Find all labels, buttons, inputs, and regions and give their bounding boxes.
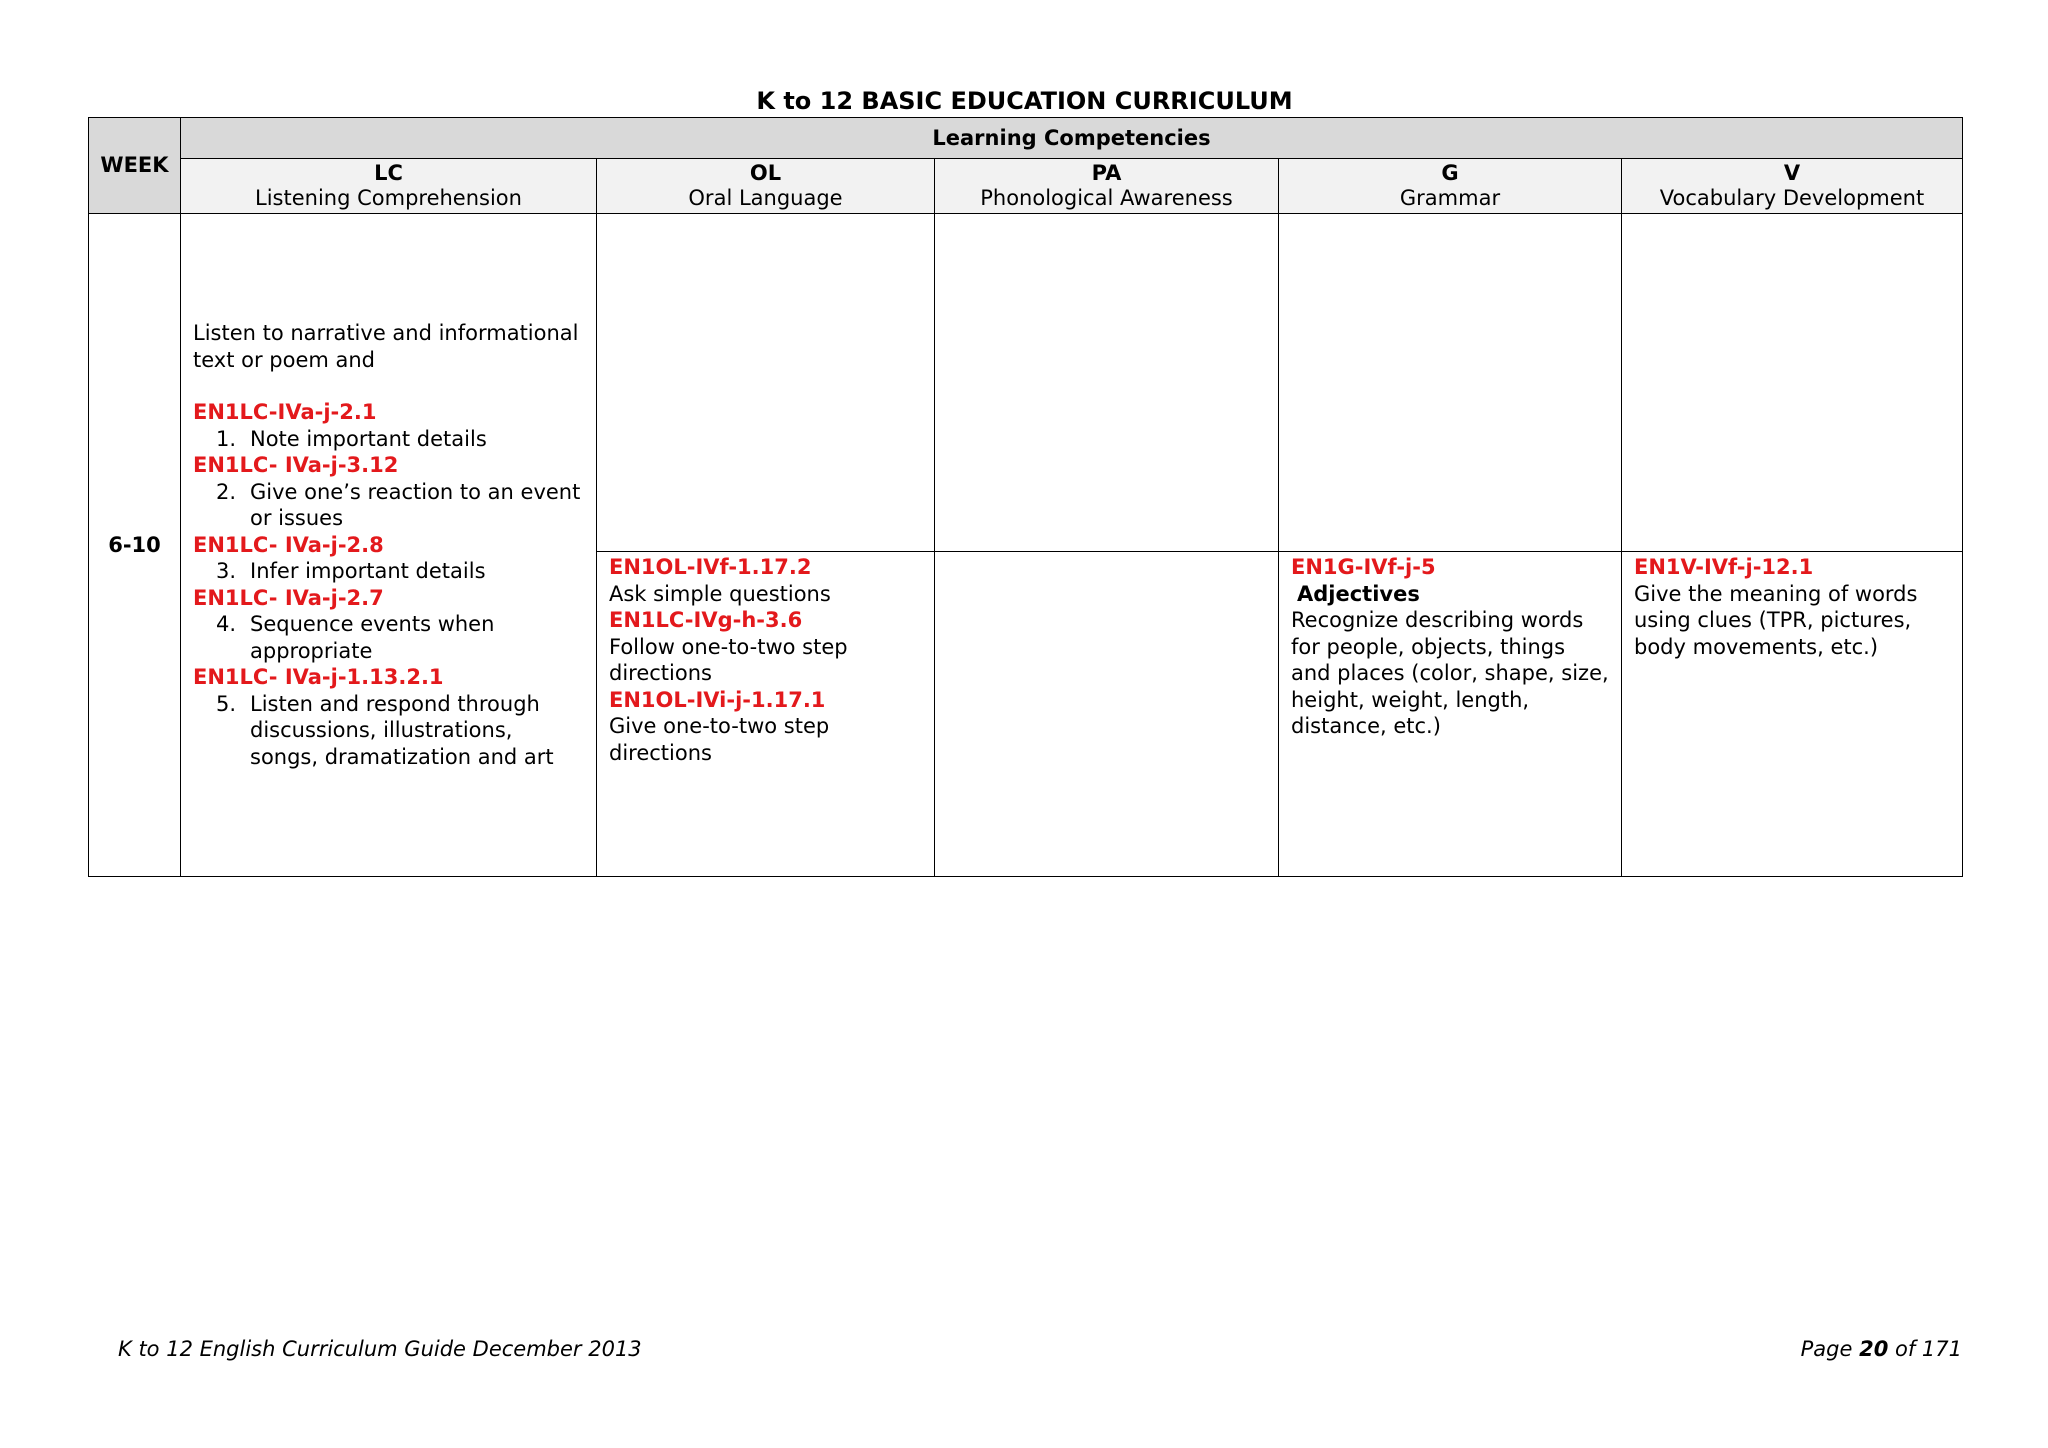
list-item bbox=[193, 479, 586, 532]
column-header-lc bbox=[181, 159, 597, 214]
lc-intro: Listen to narrative and informational text or poem and bbox=[193, 321, 579, 372]
competency-code: EN1LC- IVa-j-1.13.2.1 bbox=[193, 665, 444, 689]
page-suffix: of 171 bbox=[1888, 1337, 1962, 1361]
item-number: 5. bbox=[215, 691, 236, 716]
competency-text: Follow one-to-two step directions bbox=[609, 634, 848, 685]
competency-code: EN1G-IVf-j-5 bbox=[1291, 555, 1436, 579]
grammar-heading: Adjectives bbox=[1297, 581, 1420, 606]
learning-competencies-header: Learning Competencies bbox=[181, 118, 1963, 159]
competency-code: EN1LC- IVa-j-2.8 bbox=[193, 532, 384, 557]
footer-page-number bbox=[1801, 1337, 1962, 1361]
ol-cell bbox=[597, 552, 935, 877]
curriculum-table bbox=[88, 117, 1963, 877]
competency-code: EN1LC- IVa-j-3.12 bbox=[193, 453, 399, 477]
list-item bbox=[193, 691, 586, 771]
column-code: LC bbox=[374, 161, 403, 185]
competency-text: Recognize describing words for people, objects, things and places (color, shape, size, height, weight, length, distance, etc.) bbox=[1291, 608, 1609, 738]
lc-item-list bbox=[193, 399, 586, 770]
document-title: K to 12 BASIC EDUCATION CURRICULUM bbox=[756, 87, 1293, 115]
column-name: Phonological Awareness bbox=[980, 186, 1233, 210]
item-number: 3. bbox=[215, 559, 236, 583]
item-text: Sequence events when appropriate bbox=[250, 612, 495, 663]
ol-empty-cell bbox=[597, 214, 935, 552]
competency-code: EN1LC- IVa-j-2.7 bbox=[193, 585, 384, 610]
competency-code: EN1V-IVf-j-12.1 bbox=[1634, 555, 1814, 579]
column-header-g bbox=[1279, 159, 1622, 214]
item-text: Infer important details bbox=[250, 559, 486, 583]
list-item bbox=[193, 558, 586, 585]
column-header-v bbox=[1622, 159, 1963, 214]
competency-code: EN1LC-IVg-h-3.6 bbox=[609, 608, 803, 632]
column-code: G bbox=[1441, 161, 1459, 185]
column-code: OL bbox=[749, 161, 782, 185]
page-prefix: Page bbox=[1800, 1337, 1860, 1361]
list-item bbox=[193, 426, 586, 453]
column-name: Listening Comprehension bbox=[255, 186, 522, 210]
column-code: V bbox=[1783, 161, 1801, 185]
g-cell bbox=[1279, 552, 1622, 877]
competency-code: EN1OL-IVi-j-1.17.1 bbox=[609, 687, 826, 712]
competency-code: EN1OL-IVf-1.17.2 bbox=[609, 555, 812, 579]
column-name: Oral Language bbox=[688, 186, 843, 210]
current-page: 20 bbox=[1859, 1337, 1889, 1361]
pa-cell bbox=[935, 552, 1279, 877]
v-cell bbox=[1622, 552, 1963, 877]
column-header-pa bbox=[935, 159, 1279, 214]
column-name: Vocabulary Development bbox=[1659, 186, 1925, 210]
column-header-ol bbox=[597, 159, 935, 214]
item-text: Give one’s reaction to an event or issues bbox=[250, 479, 581, 530]
pa-empty-cell bbox=[935, 214, 1279, 552]
competency-code: EN1LC-IVa-j-2.1 bbox=[193, 400, 377, 424]
week-cell: 6-10 bbox=[89, 214, 181, 877]
footer-guide-title: K to 12 English Curriculum Guide December 2013 bbox=[118, 1337, 642, 1361]
item-text: Listen and respond through discussions, illustrations, songs, dramatization and art bbox=[250, 691, 554, 769]
competency-text: Give one-to-two step directions bbox=[609, 714, 830, 765]
lc-cell bbox=[181, 214, 597, 877]
v-empty-cell bbox=[1622, 214, 1963, 552]
competency-text: Give the meaning of words using clues (TPR, pictures, body movements, etc.) bbox=[1634, 581, 1918, 659]
competency-text: Ask simple questions bbox=[609, 581, 831, 606]
week-header: WEEK bbox=[89, 118, 181, 214]
item-number: 4. bbox=[215, 612, 236, 636]
column-code: PA bbox=[1091, 161, 1122, 185]
column-name: Grammar bbox=[1399, 186, 1501, 210]
item-text: Note important details bbox=[250, 426, 487, 451]
item-number: 2. bbox=[215, 479, 236, 504]
g-empty-cell bbox=[1279, 214, 1622, 552]
list-item bbox=[193, 611, 586, 664]
item-number: 1. bbox=[215, 426, 236, 451]
